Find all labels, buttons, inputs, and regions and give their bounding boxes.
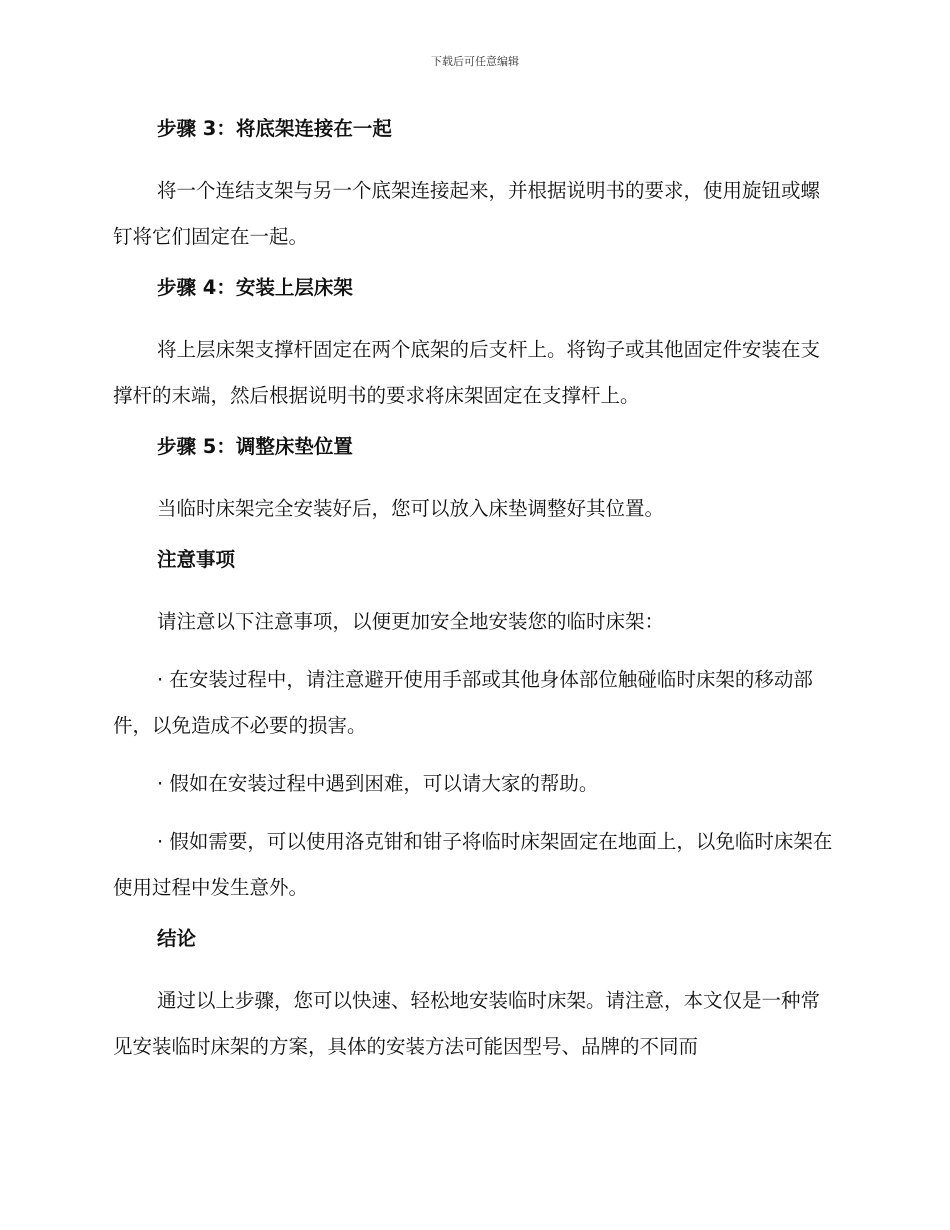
page-header: 下载后可任意编辑 <box>431 55 519 68</box>
paragraph: 请注意以下注意事项，以便更加安全地安装您的临时床架： <box>157 610 665 633</box>
section-conclusion <box>113 923 833 1070</box>
section-heading: 步骤 5：调整床垫位置 <box>157 435 353 458</box>
section-step-4 <box>113 272 833 419</box>
section-step-3 <box>113 113 833 260</box>
section-heading: 步骤 4：安装上层床架 <box>157 276 353 299</box>
paragraph: 将上层床架支撑杆固定在两个底架的后支杆上。将钩子或其他固定件安装在支撑杆的末端，然后根据说明书的要求将床架固定在支撑杆上。 <box>113 338 821 407</box>
bullet-item: · 假如在安装过程中遇到困难，可以请大家的帮助。 <box>157 772 599 795</box>
bullet-item: · 在安装过程中，请注意避开使用手部或其他身体部位触碰临时床架的移动部件，以免造成不必要的损害。 <box>113 668 813 737</box>
section-notes <box>113 544 833 911</box>
paragraph: 将一个连结支架与另一个底架连接起来，并根据说明书的要求，使用旋钮或螺钉将它们固定在一起。 <box>113 179 821 248</box>
paragraph: 当临时床架完全安装好后，您可以放入床垫调整好其位置。 <box>157 497 665 520</box>
bullet-item: · 假如需要，可以使用洛克钳和钳子将临时床架固定在地面上，以免临时床架在使用过程中发生意外。 <box>113 830 833 899</box>
section-heading: 注意事项 <box>157 548 236 571</box>
section-heading: 步骤 3：将底架连接在一起 <box>157 117 392 140</box>
section-heading: 结论 <box>157 927 197 950</box>
document-body <box>113 113 833 1070</box>
paragraph: 通过以上步骤，您可以快速、轻松地安装临时床架。请注意，本文仅是一种常见安装临时床架的方案，具体的安装方法可能因型号、品牌的不同而 <box>113 989 821 1058</box>
section-step-5 <box>113 431 833 532</box>
